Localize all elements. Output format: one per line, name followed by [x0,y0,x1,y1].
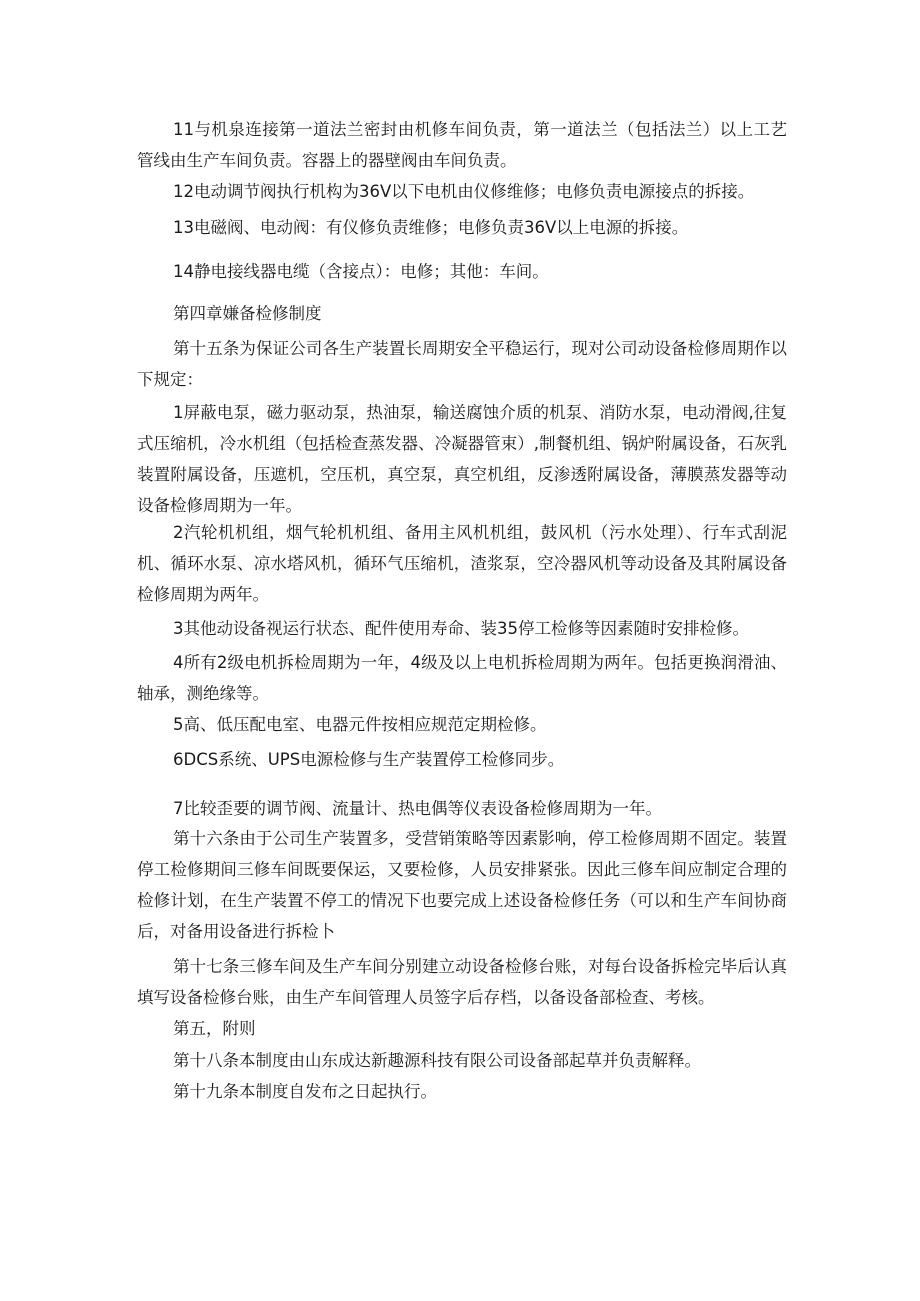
article-15-item-4: 4所有2级电机拆检周期为一年，4级及以上电机拆检周期为两年。包括更换润滑油、轴承，测绝缘等。 [137,653,787,703]
paragraph-11: 11与机泉连接第一道法兰密封由机修车间负责，第一道法兰（包括法兰）以上工艺管线由生产车间负责。容器上的器壁阀由车间负责。 [137,120,787,170]
paragraph-12: 12电动调节阀执行机构为36V以下电机由仪修维修；电修负责电源接点的拆接。 [173,182,755,201]
article-15-item-2: 2汽轮机机组，烟气轮机机组、备用主风机机组，鼓风机（污水处理）、行车式刮泥机、循环水泵、凉水塔风机，循环气压缩机，渣浆泵，空冷器风机等动设备及其附属设备检修周期为两年。 [137,523,787,604]
article-15-item-7: 7比较歪要的调节阀、流量计、热电偶等仪表设备检修周期为一年。 [173,799,662,818]
article-16: 第十六条由于公司生产装置多，受营销策略等因素影响，停工检修周期不固定。装置停工检修期间三修车间既要保运，又要检修，人员安排紧张。因此三修车间应制定合理的检修计划，在生产装置不停工的情况下也要完成上述设备检修任务（可以和生产车间协商后，对备用设备进行拆检卜 [137,829,787,941]
article-18: 第十八条本制度由山东成达新趣源科技有限公司设备部起草并负责解释。 [173,1051,701,1070]
article-15-item-1: 1屏蔽电泵，磁力驱动泵，热油泵，输送腐蚀介质的机泵、消防水泵，电动滑阀,往复式压缩机，冷水机组（包括检查蒸发器、冷凝器管束）,制餐机组、锅炉附属设备，石灰乳装置附属设备，压遮机，空压机，真空泵，真空机组，反渗透附属设备，薄膜蒸发器等动设备检修周期为一年。 [137,403,787,515]
article-19: 第十九条本制度自发布之日起执行。 [173,1082,437,1101]
article-15-item-5: 5高、低压配电室、电器元件按相应规范定期检修。 [173,715,547,734]
article-15-item-6: 6DCS系统、UPS电源检修与生产装置停工检修同步。 [173,750,565,769]
chapter-four-heading: 第四章嫌备检修制度 [173,304,322,323]
article-17: 第十七条三修车间及生产车间分别建立动设备检修台账，对每台设备拆检完毕后认真填写设备检修台账，由生产车间管理人员签字后存档，以备设备部检查、考核。 [137,957,787,1007]
chapter-five-heading: 第五，附则 [173,1019,256,1038]
paragraph-14: 14静电接线器电缆（含接点）：电修；其他：车间。 [173,262,549,281]
article-15-item-3: 3其他动设备视运行状态、配件使用寿命、装35停工检修等因素随时安排检修。 [173,619,749,638]
paragraph-13: 13电磁阀、电动阀：有仪修负责维修；电修负责36V以上电源的拆接。 [173,218,689,237]
article-15: 第十五条为保证公司各生产装置长周期安全平稳运行，现对公司动设备检修周期作以下规定： [137,339,787,389]
